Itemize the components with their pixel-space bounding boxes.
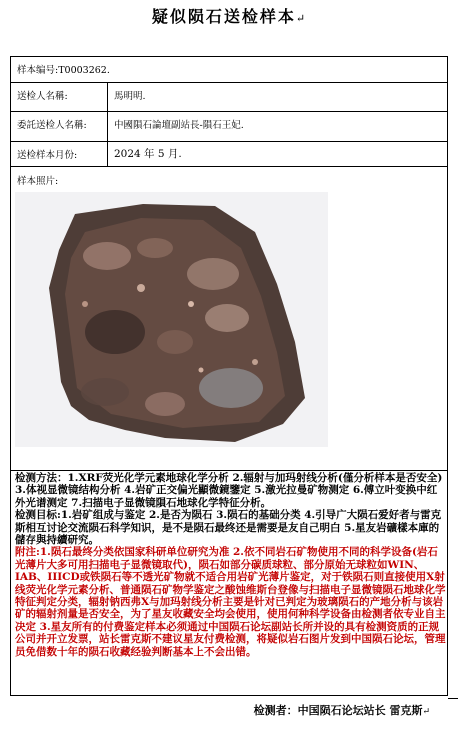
sample-form-table: [10, 56, 448, 696]
submitter-label: 送检人名稱:: [17, 91, 68, 102]
commissioner-value: 中國隕石論壇副站長-隕石王妃.: [114, 120, 244, 131]
commissioner-row: [11, 112, 447, 142]
sample-photo-label: 样本照片:: [17, 176, 59, 187]
title-text: 疑似陨石送检样本: [151, 7, 296, 26]
disclaimer-text: 附注:1.陨石最终分类依国家科研单位研究为准 2.依不同岩石矿物使用不同的科学设备(岩石光薄片大多可用扫描电子显微镜取代)，陨石如部分碳质球粒、部分原始无球粒如WIN、IAB、IIICD或铁陨石等不透光矿物就不适合用岩矿光薄片鉴定，对于铁陨石则直接使用X射线荧光化学元素分析、普通陨石矿物学鉴定之酸蚀维斯台登像与扫描电子显微镜陨石地球化学特征判定分类，辐射钠西弗X与加玛射线分析主要是针对已判定为玻璃陨石的产地分析与该岩矿的辐射剂量是否安全，为了星友收藏安全均会使用，使用何种科学设备由检测者依专业自主决定 3.星友所有的付费鉴定样本必须通过中国陨石论坛副站长所并设的具有检测资质的正规公司并开立发票，站长雷克斯不建议星友付费检测，将疑似岩石图片发到中国陨石论坛，管理员免借数十年的陨石收藏经验判断基本上不会出错。: [15, 546, 446, 658]
meteorite-sample-photo: [15, 192, 328, 447]
paragraph-mark-icon: ↵: [295, 12, 308, 25]
sample-number-row: [11, 57, 447, 83]
sample-number: 样本编号:T0003262.: [17, 65, 110, 76]
cell-divider: [107, 142, 108, 166]
sample-photo-row: [11, 167, 447, 471]
sample-month-label: 送检样本月份:: [17, 150, 78, 161]
inspector-signature: [0, 702, 430, 718]
commissioner-label: 委託送检人名稱:: [17, 120, 87, 131]
inspector-text: 检测者：中国陨石论坛站长 雷克斯: [253, 704, 423, 717]
sample-month-value: 2024 年 5 月.: [114, 148, 182, 160]
submitter-row: [11, 83, 447, 112]
sample-month-row: [11, 142, 447, 167]
test-methods-text: 检测方法：1.XRF荧光化学元素地球化学分析 2.辐射与加玛射线分析(僅分析样本是否安全) 3.体视显微镜结构分析 4.岩矿正交偏光顯微鏡鑒定 5.激光拉曼矿物测定 6.傅立叶变换中红外光谱测定 7.扫描电子显微镜隕石地球化学特征分析。: [15, 472, 443, 509]
cell-divider: [107, 112, 108, 141]
page-corner-marker: [448, 698, 458, 699]
document-title: [0, 4, 459, 27]
submitter-value: 馬明明.: [114, 91, 146, 102]
paragraph-mark-icon: ↵: [422, 707, 430, 717]
test-notes: [15, 472, 447, 658]
cell-divider: [107, 83, 108, 111]
test-goals-text: 检测目标:1.岩矿组成与鉴定 2.是否为陨石 3.陨石的基础分类 4.引导广大陨石爱好者与雷克斯相互讨论交流陨石科学知识，是不是陨石最终还是需要是友自己明白 5.星友岩礦樣本庫的儲存與持續研究。: [15, 509, 442, 547]
